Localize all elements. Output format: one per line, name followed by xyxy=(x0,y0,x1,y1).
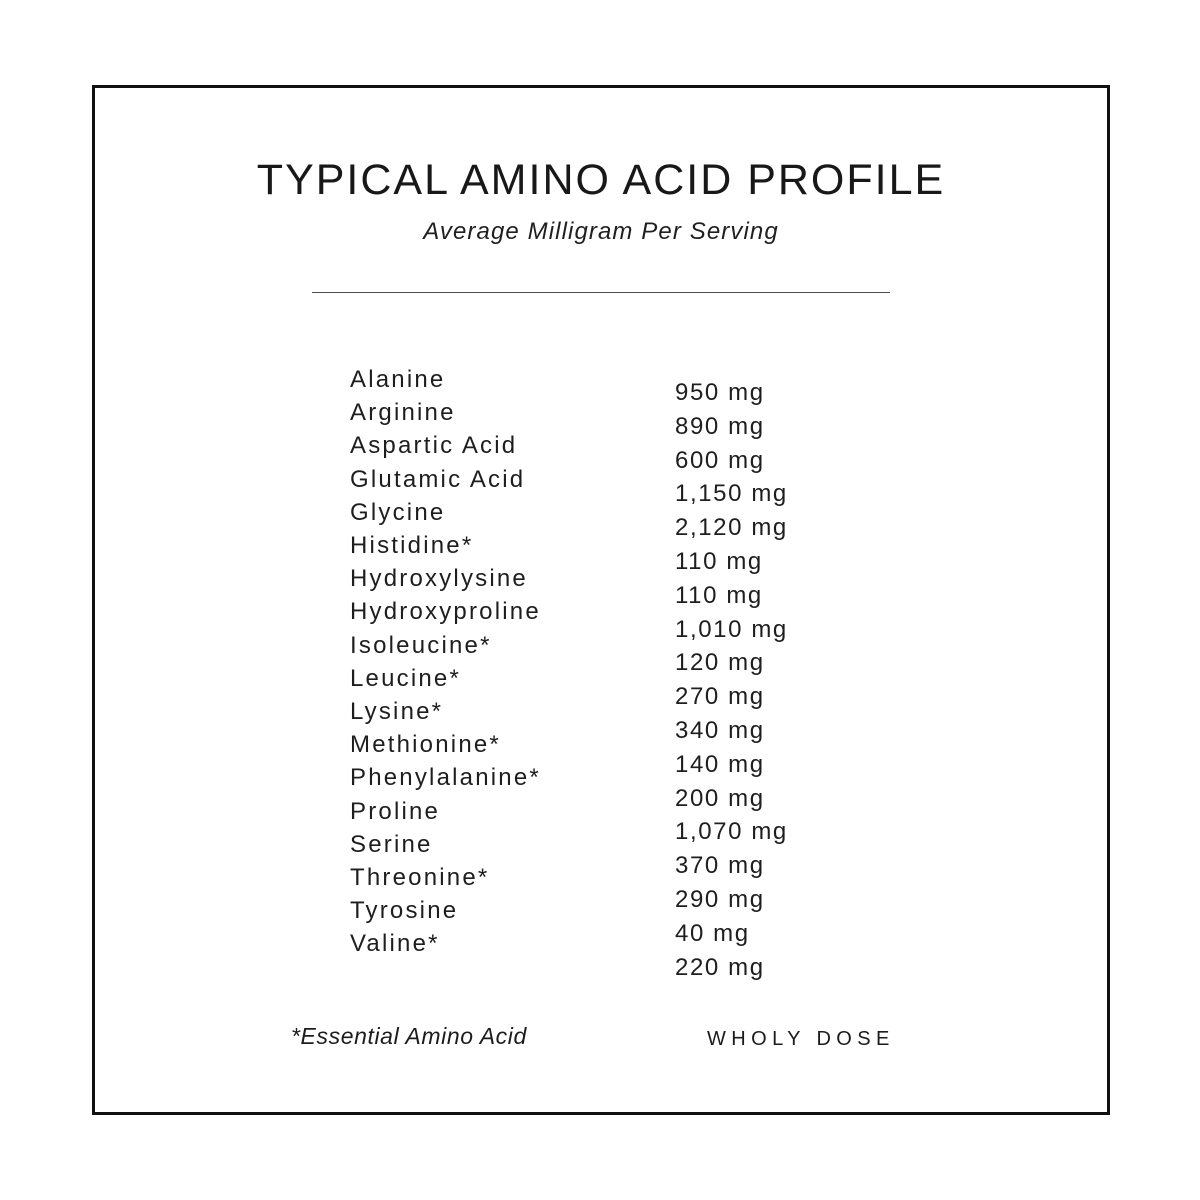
table-row: Aspartic Acid xyxy=(350,432,518,460)
table-row: 120 mg xyxy=(675,649,765,677)
table-row: 1,150 mg xyxy=(675,480,788,508)
table-row: Valine* xyxy=(350,930,440,958)
table-row: Isoleucine* xyxy=(350,631,492,659)
table-row: 200 mg xyxy=(675,784,765,812)
essential-amino-acid-footnote: *Essential Amino Acid xyxy=(291,1023,527,1049)
table-row: 2,120 mg xyxy=(675,514,788,542)
amino-acid-name-column xyxy=(350,363,680,961)
table-row: 890 mg xyxy=(675,412,765,440)
table-row: 1,010 mg xyxy=(675,615,788,643)
brand-wordmark: WHOLY DOSE xyxy=(707,1028,895,1050)
table-row: 140 mg xyxy=(675,750,765,778)
page-title: TYPICAL AMINO ACID PROFILE xyxy=(256,156,946,204)
table-row: Serine xyxy=(350,830,433,858)
table-row: Glutamic Acid xyxy=(350,465,526,493)
table-row: 220 mg xyxy=(675,953,765,981)
table-row: Lysine* xyxy=(350,698,444,726)
amino-acid-profile-card xyxy=(92,85,1110,1115)
table-row: Proline xyxy=(350,797,441,825)
table-row: Tyrosine xyxy=(350,897,459,925)
table-row: 110 mg xyxy=(675,547,763,575)
amino-acid-value-column xyxy=(675,376,1005,984)
table-row: 1,070 mg xyxy=(675,818,788,846)
table-row: Hydroxyproline xyxy=(350,598,541,626)
table-row: Glycine xyxy=(350,498,446,526)
table-row: Histidine* xyxy=(350,532,474,560)
table-row: 370 mg xyxy=(675,852,765,880)
page-subtitle: Average Milligram Per Serving xyxy=(423,218,779,245)
table-row: 40 mg xyxy=(675,919,750,947)
table-row: Arginine xyxy=(350,399,456,427)
table-row: Methionine* xyxy=(350,731,501,759)
table-row: 340 mg xyxy=(675,716,765,744)
table-row: Phenylalanine* xyxy=(350,764,541,792)
table-row: 290 mg xyxy=(675,885,765,913)
table-row: Threonine* xyxy=(350,864,490,892)
table-row: Leucine* xyxy=(350,664,462,692)
table-row: 600 mg xyxy=(675,446,765,474)
header-divider xyxy=(312,292,890,293)
table-row: 950 mg xyxy=(675,379,765,406)
table-row: 110 mg xyxy=(675,581,763,609)
table-row: Alanine xyxy=(350,366,446,393)
table-row: 270 mg xyxy=(675,683,765,711)
table-row: Hydroxylysine xyxy=(350,565,528,593)
